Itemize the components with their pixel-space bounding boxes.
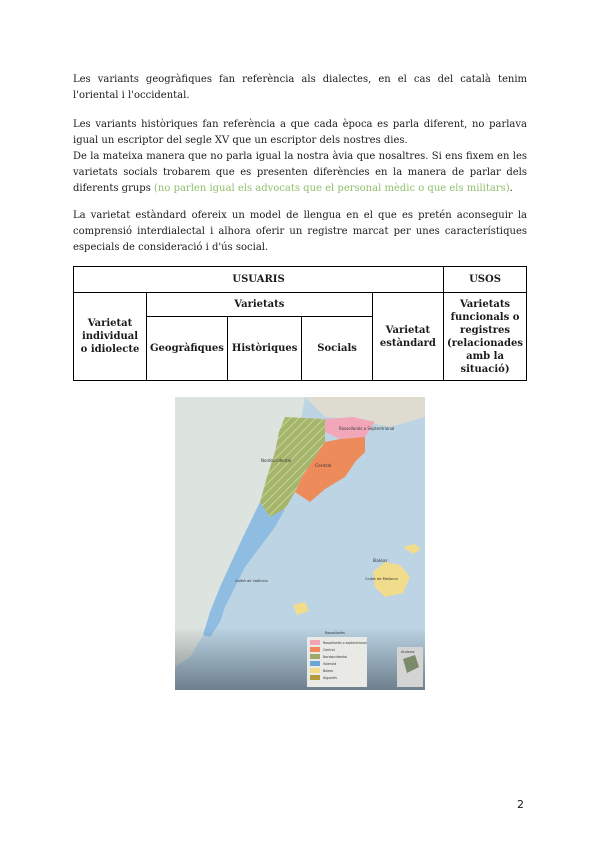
social-variants-example: (no parlen igual els advocats que el personal mèdic o que els militars) [154, 183, 510, 194]
catalan-dialects-map [175, 397, 425, 690]
social-variants-end: . [509, 183, 513, 194]
page-number: 2 [517, 798, 524, 811]
legend-swatch-nordoccidental [310, 654, 320, 659]
cell-historiques: Històriques [227, 317, 302, 381]
legend-label-septentrional: Rossellonès o septentrional [323, 641, 367, 645]
legend-label-algueres: Alguerès [323, 676, 337, 680]
cell-socials: Socials [302, 317, 372, 381]
map-graphic [175, 397, 425, 690]
map-label-ciutat: Ciutat de Mallorca [365, 577, 398, 581]
legend-label-valencia: Valencià [323, 662, 337, 666]
legend-label-balear: Balear [323, 669, 334, 673]
legend-label-nordoccidental: Nordoccidental [323, 655, 348, 659]
locator-label: Andorra [401, 650, 415, 654]
cell-geografiques: Geogràfiques [147, 317, 228, 381]
paragraph-geographic-variants: Les variants geogràfiques fan referència als dialectes, en el cas del català tenim l'oriental i l'occidental. [73, 74, 527, 101]
cell-varietats-funcionals: Varietats funcionals o registres (relacionades amb la situació) [444, 293, 527, 381]
social-variants-text: De la mateixa manera que no parla igual la nostra àvia que nosaltres. Si ens fixem en les varietats socials trobarem que es presenten diferències en la manera de parlar dels diferents grups [73, 151, 527, 194]
table-header-usos: USOS [444, 267, 527, 293]
legend-swatch-balear [310, 668, 320, 673]
table-header-usuaris: USUARIS [74, 267, 444, 293]
legend-swatch-valencia [310, 661, 320, 666]
legend-swatch-algueres [310, 675, 320, 680]
legend-label-central: Central [323, 648, 335, 652]
paragraph-historical-variants: Les variants històriques fan referència a que cada època es parla diferent, no parlava igual un escriptor del segle XV que un escriptor dels nostres dies. [73, 119, 527, 146]
map-label-central: Central [315, 464, 332, 469]
map-label-septentrional: Rossellonès o Septentrional [339, 426, 395, 431]
varietats-table [73, 266, 527, 381]
legend-swatch-central [310, 647, 320, 652]
cell-varietats: Varietats [147, 293, 373, 317]
legend-box [307, 637, 367, 687]
paragraph-social-variants [73, 149, 527, 197]
map-label-legend-head: Rossellonès [325, 631, 345, 635]
cell-varietat-individual: Varietat individual o idiolecte [74, 293, 147, 381]
paragraph-standard-variety: La varietat estàndard ofereix un model de llengua en el que es pretén aconseguir la comprensió interdialectal i alhora oferir un registre marcat per unes característiques especials de consideració i d'ús social. [73, 210, 527, 253]
map-shadow [175, 627, 425, 690]
map-label-nordoccidental: Nordoccidental [261, 458, 292, 463]
map-label-balear: Balear [373, 559, 388, 564]
map-label-valencia: Golfet de València [235, 579, 268, 583]
cell-varietat-estandard: Varietat estàndard [372, 293, 443, 381]
legend-swatch-septentrional [310, 640, 320, 645]
